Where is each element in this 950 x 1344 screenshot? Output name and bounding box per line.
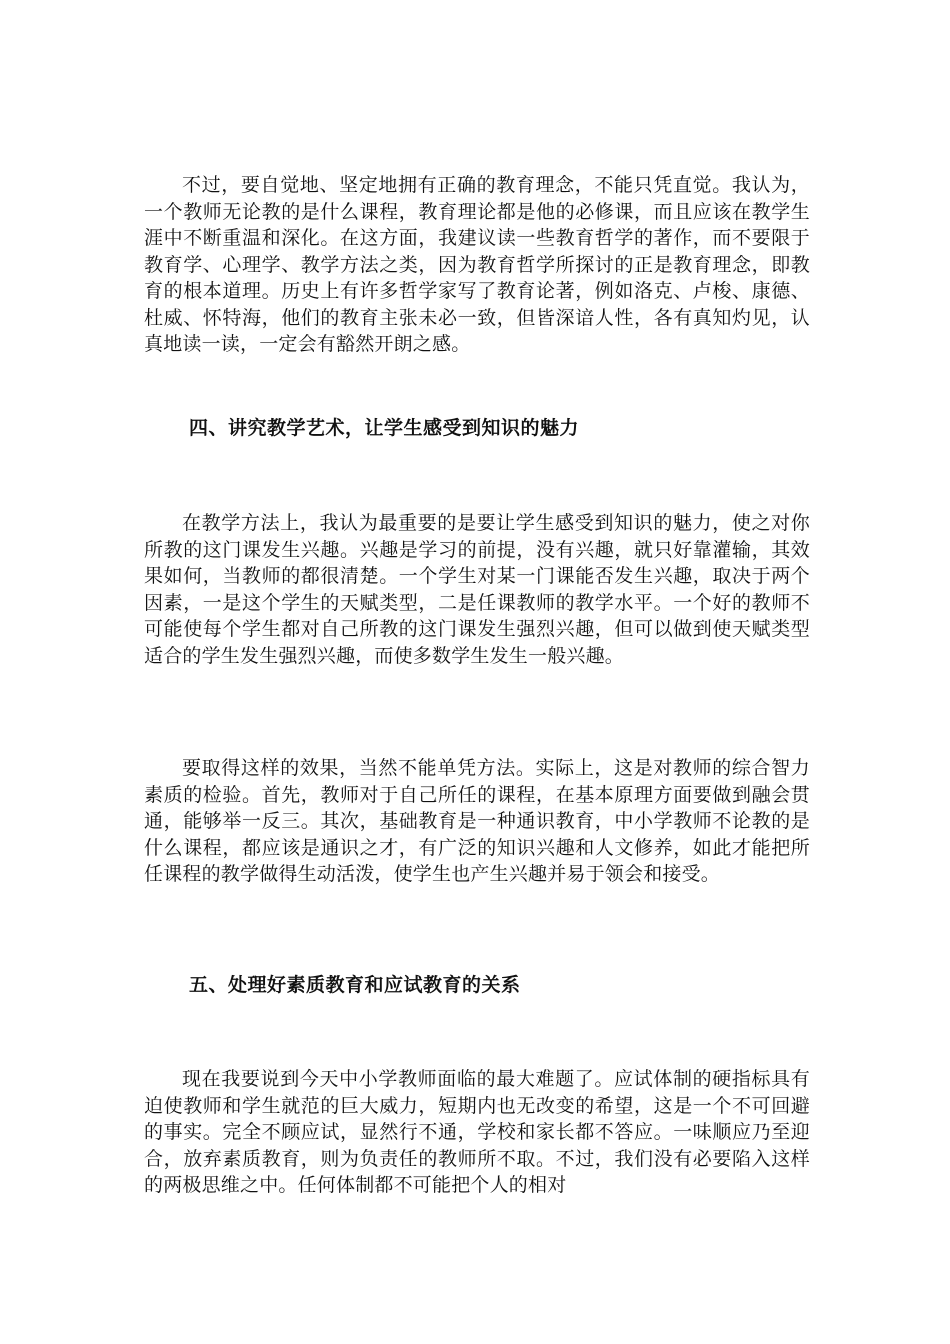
body-paragraph: 现在我要说到今天中小学教师面临的最大难题了。应试体制的硬指标具有迫使教师和学生就范的巨大威力，短期内也无改变的希望，这是一个不可回避的事实。完全不顾应试，显然行不通，学校和家长都不答应。一味顺应乃至迎合，放弃素质教育，则为负责任的教师所不取。不过，我们没有必要陷入这样的两极思维之中。任何体制都不可能把个人的相对 (144, 1068, 810, 1196)
body-paragraph: 要取得这样的效果，当然不能单凭方法。实际上，这是对教师的综合智力素质的检验。首先，教师对于自己所任的课程，在基本原理方面要做到融会贯通，能够举一反三。其次，基础教育是一种通识教育，中小学教师不论教的是什么课程，都应该是通识之才，有广泛的知识兴趣和人文修养，如此才能把所任课程的教学做得生动活泼，使学生也产生兴趣并易于领会和接受。 (144, 757, 810, 885)
body-paragraph: 不过，要自觉地、坚定地拥有正确的教育理念，不能只凭直觉。我认为，一个教师无论教的是什么课程，教育理论都是他的必修课，而且应该在教学生涯中不断重温和深化。在这方面，我建议读一些教育哲学的著作，而不要限于教育学、心理学、教学方法之类，因为教育哲学所探讨的正是教育理念，即教育的根本道理。历史上有许多哲学家写了教育论著，例如洛克、卢梭、康德、杜威、怀特海，他们的教育主张未必一致，但皆深谙人性，各有真知灼见，认真地读一读，一定会有豁然开朗之感。 (144, 174, 810, 355)
section-heading: 四、讲究教学艺术，让学生感受到知识的魅力 (189, 417, 580, 439)
body-paragraph: 在教学方法上，我认为最重要的是要让学生感受到知识的魅力，使之对你所教的这门课发生兴趣。兴趣是学习的前提，没有兴趣，就只好靠灌输，其效果如何，当教师的都很清楚。一个学生对某一门课能否发生兴趣，取决于两个因素，一是这个学生的天赋类型，二是任课教师的教学水平。一个好的教师不可能使每个学生都对自己所教的这门课发生强烈兴趣，但可以做到使天赋类型适合的学生发生强烈兴趣，而使多数学生发生一般兴趣。 (144, 512, 810, 667)
section-heading: 五、处理好素质教育和应试教育的关系 (189, 974, 521, 996)
